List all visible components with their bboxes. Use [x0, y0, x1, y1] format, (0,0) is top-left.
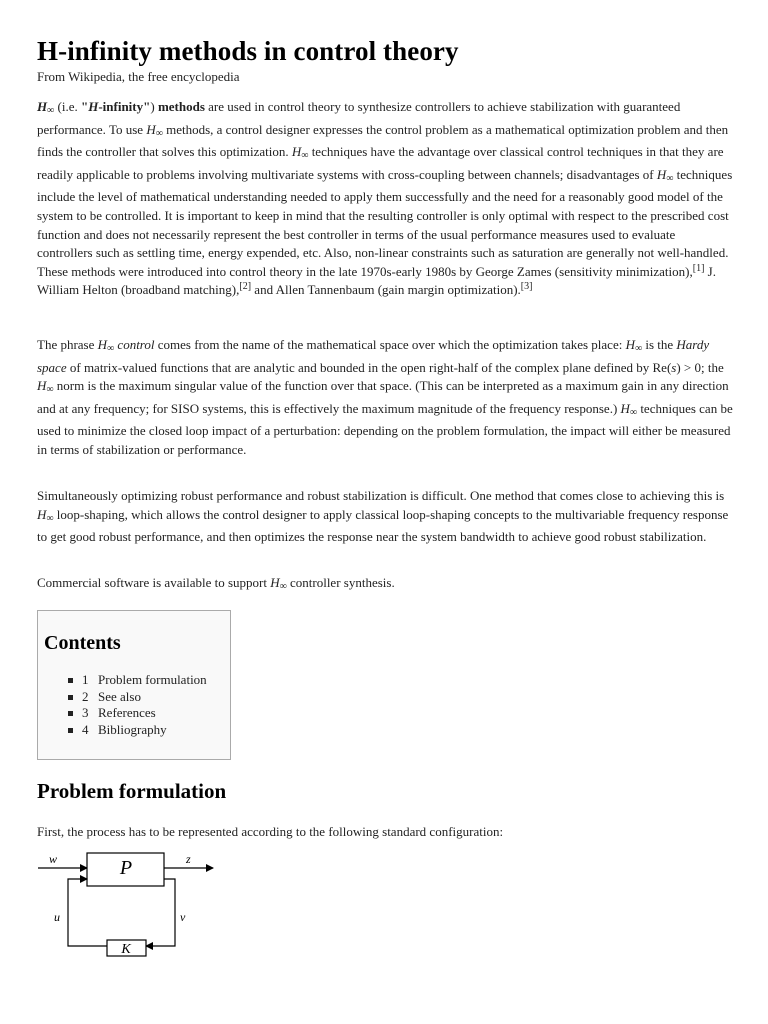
- article-page: [37, 34, 733, 957]
- v-signal-line: [146, 879, 175, 946]
- software-paragraph: Commercial software is available to support $H_\infty$ controller synthesis.: [37, 575, 395, 592]
- intro-paragraph: $H_\infty$ (i.e. "H-infinity") methods are used in control theory to synthesize controllers to achieve stabilization with guaranteed performance. To use $H_\infty$ methods, a control designer expresses the control problem as a mathematical optimization problem and then finds the controller that solves this optimization. $H_\infty$ techniques have the advantage over classical control techniques in that they are readily applicable to problems involving multivariate systems with cross-coupling between channels; disadvantages of $H_\infty$ techniques include the level of mathematical understanding needed to apply them successfully and the need for a reasonably good model of the system to be controlled. It is important to keep in mind that the resulting controller is only optimal with respect to the prescribed cost function and does not necessarily represent the best controller in terms of the usual performance measures used to evaluate controllers such as settling time, energy expended, etc. Also, non-linear constraints such as saturation are generally not well-handled. These methods were introduced into control theory in the late 1970s-early 1980s by George Zames (sensitivity minimization),[1] J. William Helton (broadband matching),[2] and Allen Tannenbaum (gain margin optimization).[3]: [37, 99, 733, 298]
- section-heading-problem-formulation: Problem formulation: [37, 779, 227, 803]
- toc-item-see-also[interactable]: 2 See also: [66, 689, 224, 706]
- table-of-contents: [37, 610, 231, 760]
- toc-item-problem-formulation[interactable]: 1 Problem formulation: [66, 672, 224, 689]
- toc-item-references[interactable]: 3 References: [66, 705, 224, 722]
- toc-item-bibliography[interactable]: 4 Bibliography: [66, 722, 224, 739]
- toc-list: [66, 672, 224, 738]
- v-label: v: [180, 910, 186, 924]
- hardy-space-paragraph: The phrase $H_\infty$ control comes from the name of the mathematical space over which the optimization takes place: $H_\infty$ is the Hardy space of matrix-valued functions that are analytic and bounded in the open right-half of the complex plane defined by Re(s) > 0; the $H_\infty$ norm is the maximum singular value of the function over that space. (This can be interpreted as a maximum gain in any direction and at any frequency; for SISO systems, this is effectively the maximum magnitude of the frequency response.) $H_\infty$ techniques can be used to minimize the closed loop impact of a perturbation: depending on the problem formulation, the impact will either be measured in terms of stabilization or performance.: [37, 337, 733, 457]
- reference-link-2[interactable]: [2]: [239, 281, 252, 293]
- loop-shaping-paragraph: Simultaneously optimizing robust performance and robust stabilization is difficult. One method that comes close to achieving this is $H_\infty$ loop-shaping, which allows the control designer to apply classical loop-shaping concepts to the multivariable frequency response to get good robust performance, and then optimizes the response near the system bandwidth to achieve good robust stabilization.: [37, 488, 729, 545]
- problem-formulation-text: First, the process has to be represented according to the following standard configuration:: [37, 824, 504, 839]
- z-label: z: [186, 852, 191, 866]
- toc-title: Contents: [44, 632, 121, 654]
- page-subtitle: From Wikipedia, the free encyclopedia: [37, 69, 240, 84]
- page-title: H-infinity methods in control theory: [37, 36, 459, 66]
- plant-label: P: [119, 857, 133, 879]
- reference-link-1[interactable]: [1]: [692, 262, 705, 274]
- u-label: u: [54, 910, 60, 924]
- w-label: w: [49, 852, 58, 866]
- standard-configuration-diagram: [37, 849, 222, 959]
- controller-label: K: [121, 942, 131, 957]
- h-infinity-symbol: $H_\infty$: [37, 99, 55, 116]
- reference-link-3[interactable]: [3]: [520, 281, 533, 293]
- hardy-space-link[interactable]: Hardy space: [37, 337, 710, 375]
- u-signal-line: [68, 879, 107, 946]
